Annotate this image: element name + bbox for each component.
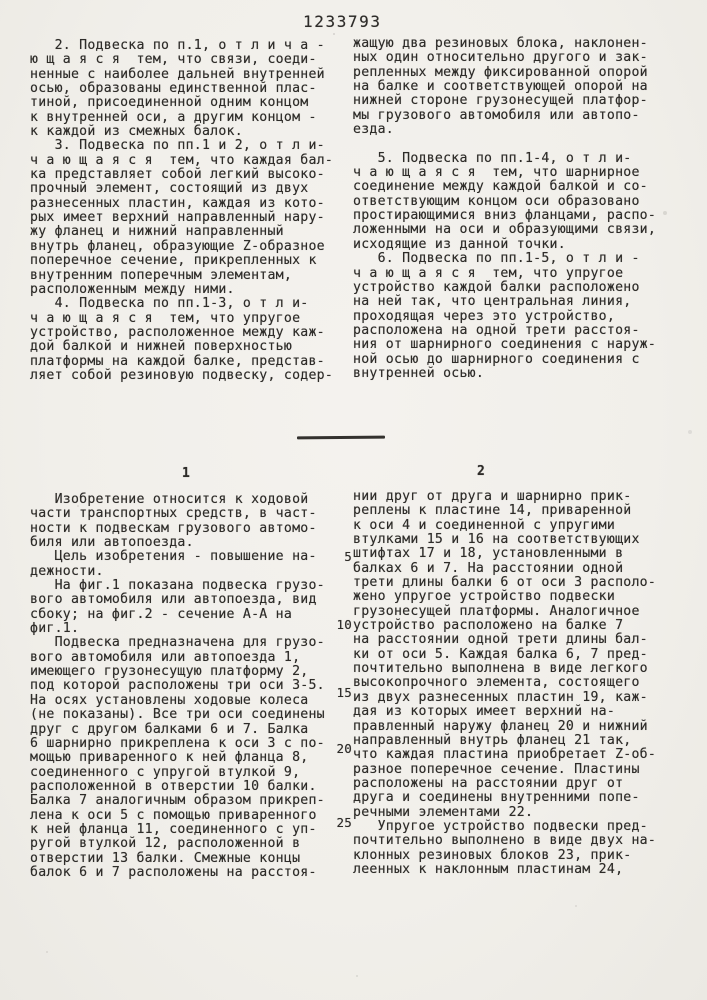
text-line: нии друг от друга и шарнирно прик- (353, 489, 632, 504)
text-line: внутрь фланец, образующие Z-образное (30, 238, 325, 254)
text-line: проходящая через это устройство, (353, 308, 616, 324)
text-line: дая из которых имеет верхний на- (353, 704, 616, 720)
margin-line-number-15: 15 (336, 685, 352, 700)
text-line: нижней стороне грузонесущей платфор- (353, 93, 648, 109)
text-line: расположены на расстоянии друг от (353, 775, 624, 791)
text-line: ния от шарнирного соединения с наруж- (353, 337, 657, 353)
text-line: друга и соединены внутренними попе- (353, 790, 640, 806)
text-line: езда. (353, 122, 394, 138)
text-line: жащую два резиновых блока, наклонен- (353, 36, 648, 51)
text-line: ляет собой резиновую подвеску, содер- (30, 367, 334, 383)
text-line: втулками 15 и 16 на соответствующих (353, 532, 640, 548)
text-line: ка представляет собой легкий высоко- (30, 167, 325, 183)
text-line: 5. Подвеска по пп.1-4, о т л и- (353, 150, 632, 166)
text-line: отверстии 13 балки. Смежные концы (30, 850, 301, 866)
text-line: леенных к наклонным пластинам 24, (353, 861, 624, 877)
text-line: ненные с наиболее дальней внутренней (30, 66, 325, 82)
text-line: внутренней осью. (353, 365, 485, 381)
text-line: штифтах 17 и 18, установленными в (353, 546, 624, 562)
text-line: ответствующим концом оси образовано (353, 193, 640, 209)
column-marker-2: 2 (477, 464, 485, 479)
text-line: ч а ю щ а я с я тем, что шарнирное (353, 165, 640, 181)
text-line: ных один относительно другого и зак- (353, 50, 648, 66)
text-line: жу фланец и нижний направленный (30, 224, 284, 240)
margin-line-number-5: 5 (344, 549, 352, 564)
text-line: внутренним поперечным элементам, (30, 267, 293, 283)
text-line: Балка 7 аналогичным образом прикреп- (30, 793, 325, 809)
text-line: друг с другом балками 6 и 7. Балка (30, 721, 309, 737)
text-line: простирающимися вниз фланцами, распо- (353, 208, 657, 224)
margin-line-number-10: 10 (336, 617, 352, 632)
text-line: правленный наружу фланец 20 и нижний (353, 718, 648, 734)
text-line: прочный элемент, состоящий из двух (30, 181, 309, 197)
text-line: соединение между каждой балкой и со- (353, 179, 648, 195)
text-line: (не показаны). Все три оси соединены (30, 707, 325, 723)
claims-column-right (353, 36, 697, 380)
text-line: грузонесущей платформы. Аналогичное (353, 603, 640, 619)
text-line: сбоку; на фиг.2 - сечение А-А на (30, 606, 293, 622)
text-line: трети длины балки 6 от оси 3 располо- (353, 575, 657, 591)
text-line: Изобретение относится к ходовой (30, 492, 309, 507)
text-line: тиной, присоединенной одним концом (30, 95, 309, 111)
text-line: Цель изобретения - повышение на- (30, 549, 317, 565)
text-line: биля или автопоезда. (30, 535, 194, 551)
text-line: части транспортных средств, в част- (30, 506, 317, 522)
text-line: расположена на одной трети расстоя- (353, 322, 640, 338)
text-line: ложенными на оси и образующими связи, (353, 222, 657, 238)
text-line: Подвеска предназначена для грузо- (30, 635, 325, 651)
text-line: репленных между фиксированной опорой (353, 64, 648, 80)
text-line: на расстоянии одной трети длины бал- (353, 632, 648, 648)
text-line: мощью приваренного к ней фланца 8, (30, 750, 309, 766)
text-line (353, 136, 697, 150)
text-line: жено упругое устройство подвески (353, 589, 616, 605)
text-line: на ней так, что центральная линия, (353, 294, 632, 310)
text-line: устройство, расположенное между каж- (30, 324, 325, 340)
text-line: ки от оси 5. Каждая балка 6, 7 пред- (353, 646, 648, 662)
text-line: ной осью до шарнирного соединения с (353, 351, 640, 367)
text-line: клонных резиновых блоков 23, прик- (353, 847, 632, 863)
text-line: рых имеет верхний направленный нару- (30, 210, 325, 226)
margin-line-number-25: 25 (336, 815, 352, 830)
text-line: ю щ а я с я тем, что связи, соеди- (30, 52, 317, 68)
text-line: На фиг.1 показана подвеска грузо- (30, 578, 325, 594)
column-marker-1: 1 (182, 466, 190, 481)
text-line: ч а ю щ а я с я тем, что каждая бал- (30, 152, 334, 168)
description-column-left (30, 492, 355, 879)
text-line: устройство каждой балки расположено (353, 279, 640, 295)
text-line: балок 6 и 7 расположены на расстоя- (30, 864, 317, 880)
text-line: вого автомобиля или автопоезда 1, (30, 649, 301, 665)
text-line: вого автомобиля или автопоезда, вид (30, 592, 317, 608)
text-line: соединенного с упругой втулкой 9, (30, 764, 301, 780)
text-line: 4. Подвеска по пп.1-3, о т л и- (30, 296, 309, 312)
text-line: из двух разнесенных пластин 19, каж- (353, 689, 648, 705)
margin-line-numbers (328, 0, 352, 1000)
text-line: мы грузового автомобиля или автопо- (353, 107, 640, 123)
text-line: высокопрочного элемента, состоящего (353, 675, 640, 691)
text-line: ч а ю щ а я с я тем, что упругое (30, 310, 301, 326)
text-line: 3. Подвеска по пп.1 и 2, о т л и- (30, 138, 325, 154)
text-line: расположенной в отверстии 10 балки. (30, 778, 317, 794)
text-line: почтительно выполнена в виде легкого (353, 661, 648, 677)
text-line: реплены к пластине 14, приваренной (353, 503, 632, 519)
text-line: ругой втулкой 12, расположенной в (30, 836, 301, 852)
text-line: разнесенных пластин, каждая из кото- (30, 195, 325, 211)
margin-line-number-20: 20 (336, 741, 352, 756)
text-line: 6 шарнирно прикреплена к оси 3 с по- (30, 735, 325, 751)
scan-speckles (0, 0, 2, 2)
text-line: расположенным между ними. (30, 281, 235, 297)
text-line: дежности. (30, 563, 104, 579)
text-line: 6. Подвеска по пп.1-5, о т л и - (353, 251, 640, 267)
text-line: устройство расположено на балке 7 (353, 618, 624, 634)
text-line: направленный внутрь фланец 21 так, (353, 732, 632, 748)
description-column-right (353, 489, 697, 876)
text-line: речными элементами 22. (353, 804, 534, 820)
patent-number: 1233793 (303, 12, 382, 31)
text-line: 2. Подвеска по п.1, о т л и ч а - (30, 38, 325, 53)
text-line: почтительно выполнено в виде двух на- (353, 833, 657, 849)
text-line: разное поперечное сечение. Пластины (353, 761, 640, 777)
text-line: лена к оси 5 с помощью приваренного (30, 807, 317, 823)
text-line: исходящие из данной точки. (353, 236, 566, 252)
text-line: под которой расположены три оси 3-5. (30, 678, 325, 694)
text-line: поперечное сечение, прикрепленных к (30, 253, 317, 269)
text-line: осью, образованы единственной плас- (30, 81, 317, 97)
text-line: к ней фланца 11, соединенного с уп- (30, 821, 317, 837)
text-line: что каждая пластина приобретает Z-об- (353, 747, 657, 763)
text-line: Упругое устройство подвески пред- (353, 818, 648, 834)
text-line: платформы на каждой балке, представ- (30, 353, 325, 369)
text-line: ч а ю щ а я с я тем, что упругое (353, 265, 624, 281)
text-line: балках 6 и 7. На расстоянии одной (353, 560, 624, 576)
text-line: к каждой из смежных балок. (30, 124, 243, 140)
text-line: дой балкой и нижней поверхностью (30, 339, 293, 355)
text-line: На осях установлены ходовые колеса (30, 692, 309, 708)
text-line: на балке и соответствующей опорой на (353, 79, 648, 95)
text-line: имеющего грузонесущую платформу 2, (30, 664, 309, 680)
text-line: к внутренней оси, а другим концом - (30, 109, 317, 125)
text-line: фиг.1. (30, 621, 80, 637)
text-line: к оси 4 и соединенной с упругими (353, 517, 616, 533)
claims-column-left (30, 38, 355, 382)
text-line: ности к подвескам грузового автомо- (30, 520, 317, 536)
